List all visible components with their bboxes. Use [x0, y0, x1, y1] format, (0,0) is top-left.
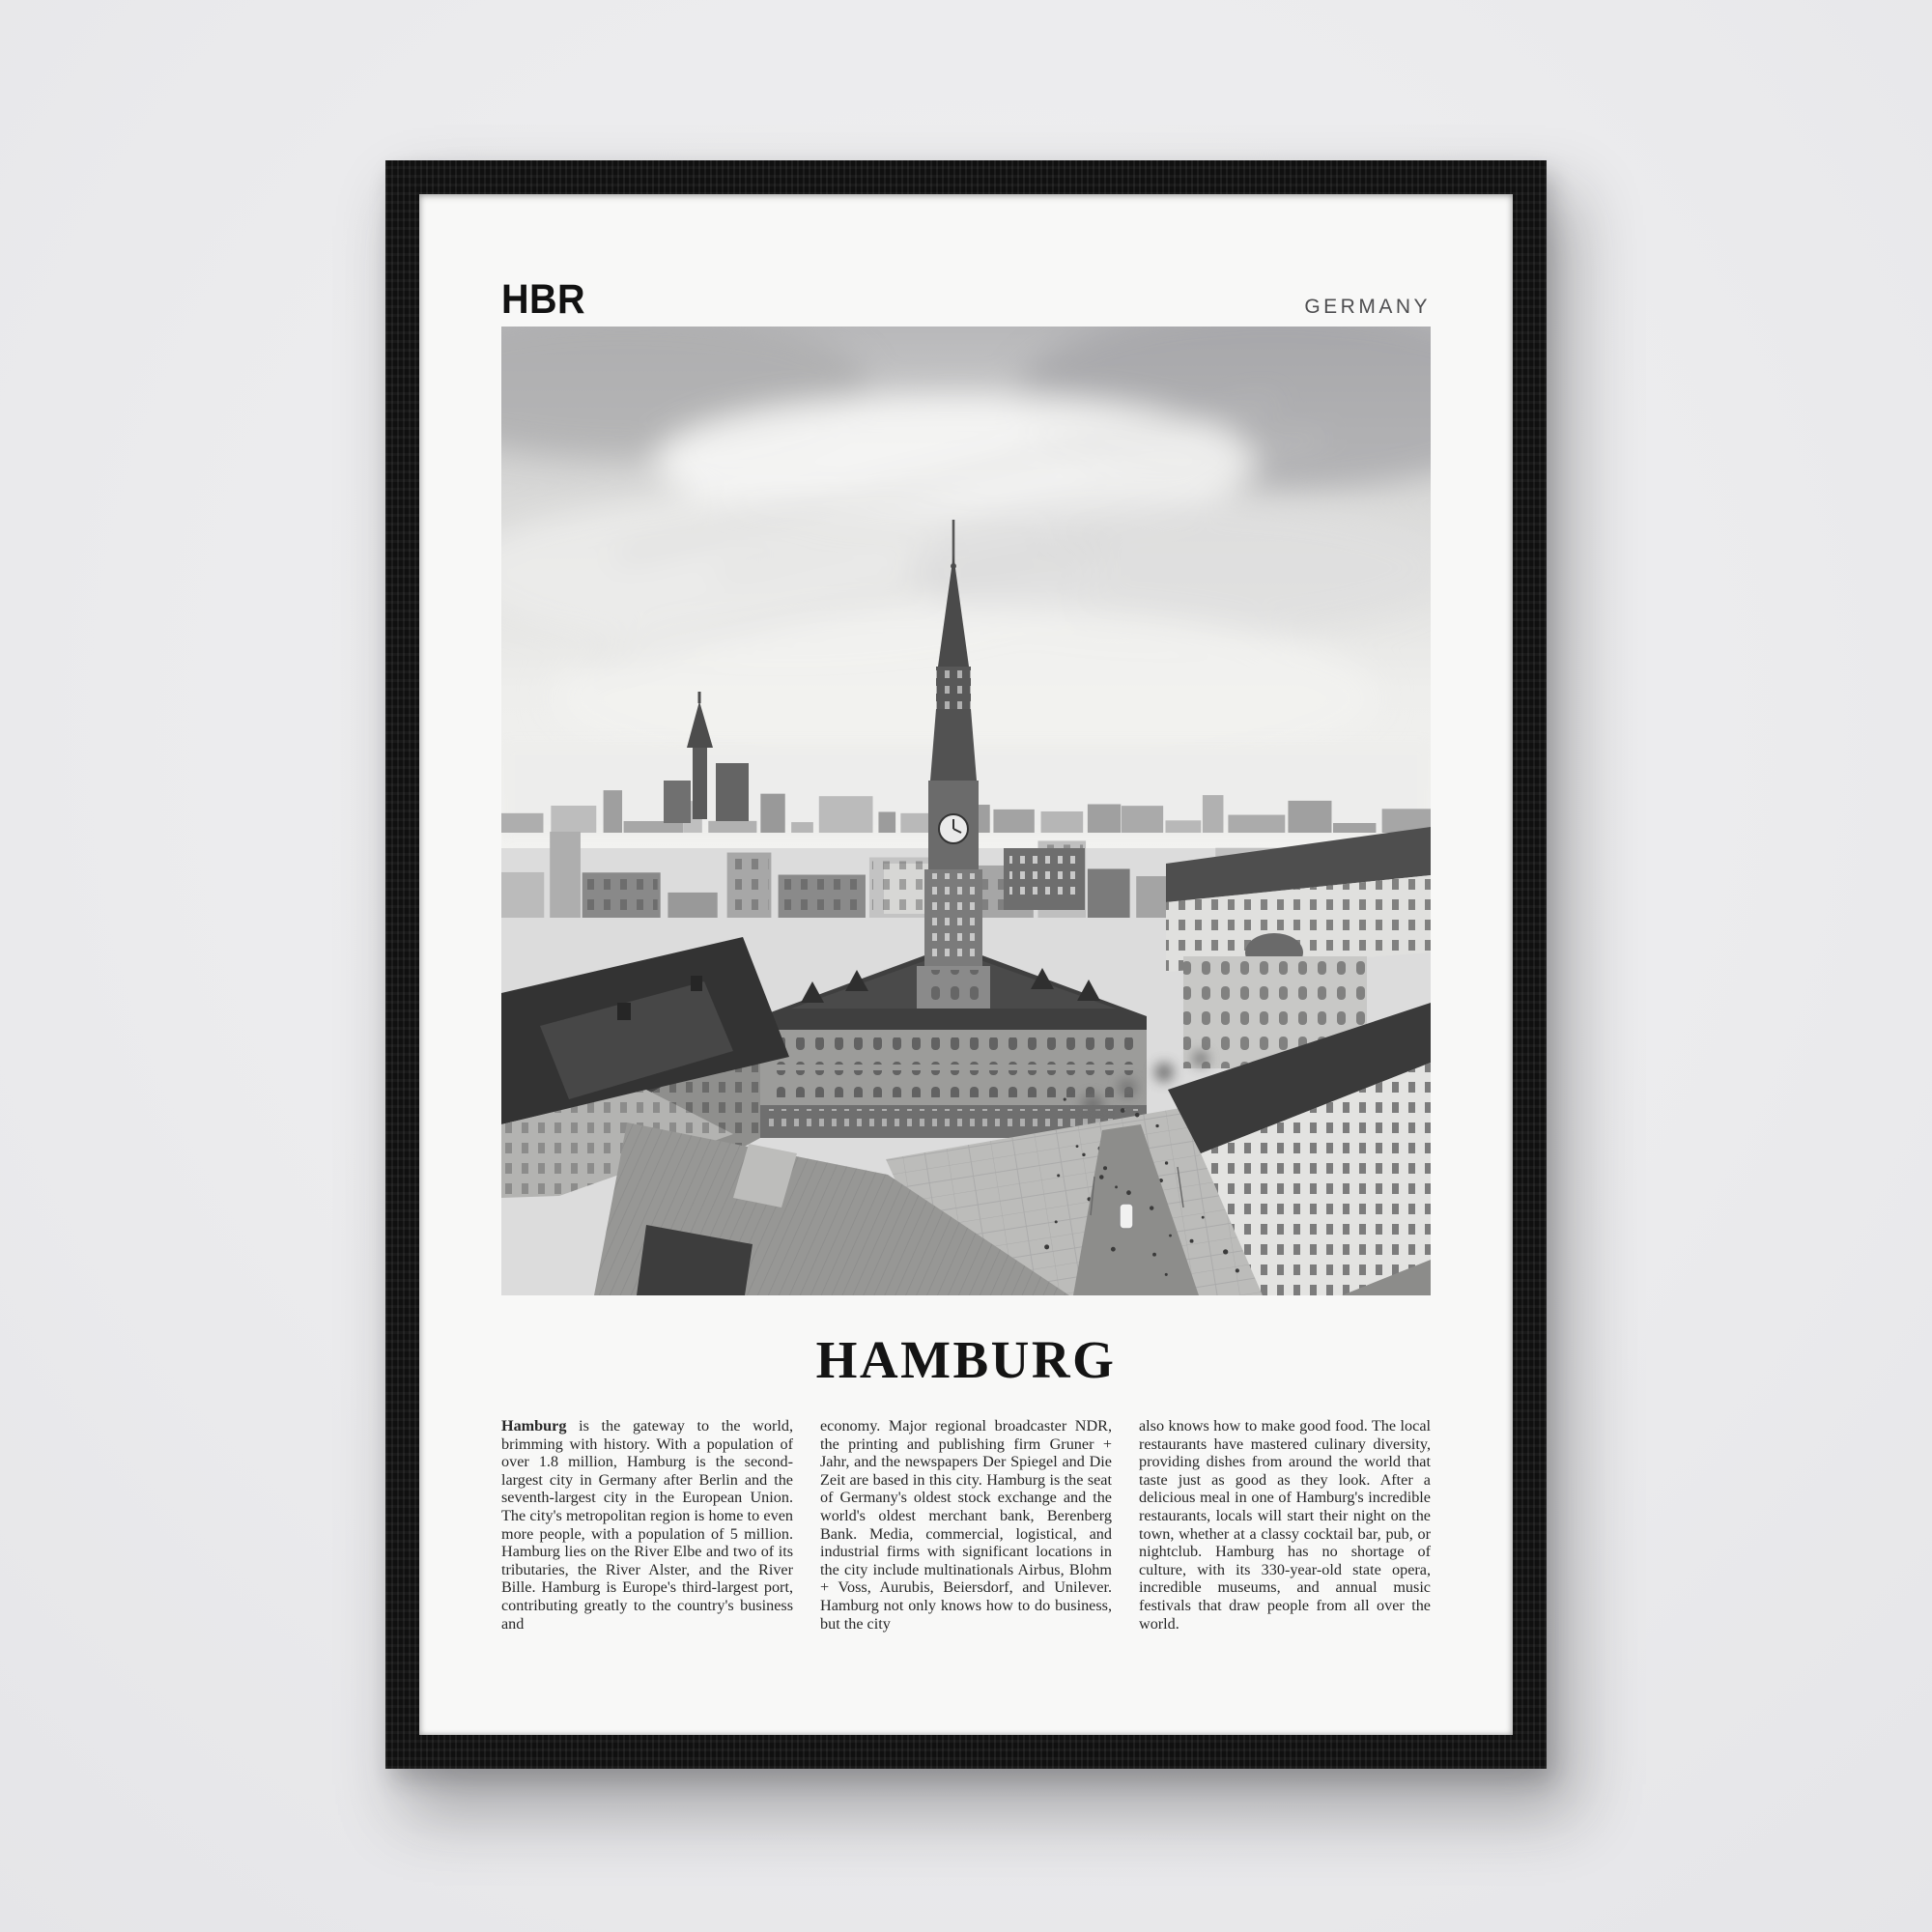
body-column-3: also knows how to make good food. The local restaurants have mastered culinary diversity, providing dishes from around the world that taste just as good as they look. After a delicious meal in one of Hamburg's incredible restaurants, locals will start their night on the town, whether at a classy cocktail bar, pub, or nightclub. Hamburg has no shortage of culture, with its 330-year-old state opera, incredible museums, and annual music festivals that draw people from all over the world. — [1139, 1417, 1431, 1633]
poster-frame — [385, 160, 1547, 1769]
lead-word: Hamburg — [501, 1417, 567, 1435]
body-column-1: Hamburg is the gateway to the world, brimming with history. With a population of over 1.8 million, Hamburg is the second-largest city in Germany after Berlin and the seventh-largest city in the European Union. The city's metropolitan region is home to even more people, with a population of 5 million. Hamburg lies on the River Elbe and two of its tributaries, the River Alster, and the River Bille. Hamburg is Europe's third-largest port, contributing greatly to the country's business and — [501, 1417, 793, 1633]
hamburg-photo-illustration — [501, 327, 1431, 1295]
brand-logo: HBR — [501, 276, 586, 323]
body-column-2: economy. Major regional broadcaster NDR, the printing and publishing firm Gruner + Jahr, and the newspapers Der Spiegel and Die Zeit are based in this city. Hamburg is the seat of Germany's oldest stock exchange and the world's oldest merchant bank, Berenberg Bank. Media, commercial, logistical, and industrial firms with significant locations in the city include multinationals Airbus, Blohm + Voss, Aurubis, Beiersdorf, and Unilever. Hamburg not only knows how to do business, but the city — [820, 1417, 1112, 1633]
poster-mat — [419, 194, 1513, 1735]
poster-header — [501, 276, 1431, 323]
poster-title: HAMBURG — [815, 1330, 1117, 1389]
body-columns — [501, 1417, 1431, 1633]
country-label: GERMANY — [1304, 296, 1431, 318]
hamburg-photo — [501, 327, 1431, 1295]
